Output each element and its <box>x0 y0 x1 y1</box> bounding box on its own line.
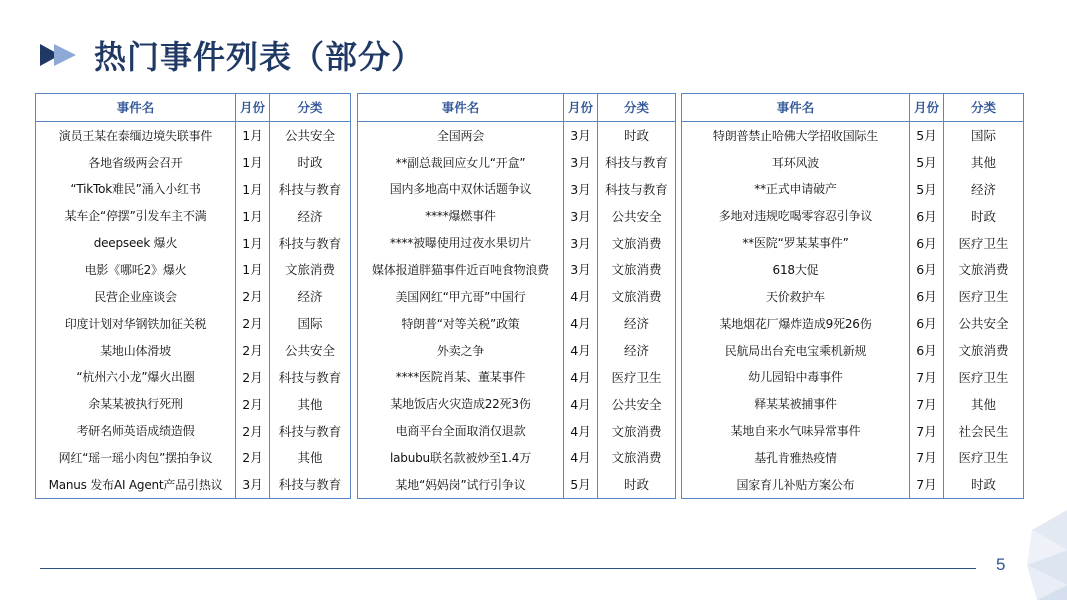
event-name-cell: 民营企业座谈会 <box>36 283 236 310</box>
table-row <box>36 471 351 498</box>
category-cell: 公共安全 <box>270 121 351 148</box>
table-row <box>36 390 351 417</box>
table-row <box>682 256 1024 283</box>
month-cell: 3月 <box>564 149 598 176</box>
event-name-cell: 各地省级两会召开 <box>36 149 236 176</box>
table-row <box>358 149 676 176</box>
table-row <box>36 256 351 283</box>
category-cell: 公共安全 <box>270 337 351 364</box>
column-header-category: 分类 <box>598 94 676 122</box>
triangle-pattern-icon <box>1007 510 1067 600</box>
event-name-cell: ****医院肖某、董某事件 <box>358 363 564 390</box>
month-cell: 6月 <box>910 283 944 310</box>
table-header-row <box>358 94 676 122</box>
category-cell: 医疗卫生 <box>944 363 1024 390</box>
table-row <box>36 176 351 203</box>
month-cell: 2月 <box>236 390 270 417</box>
category-cell: 其他 <box>270 390 351 417</box>
table-row <box>682 444 1024 471</box>
event-name-cell: 释某某被捕事件 <box>682 390 910 417</box>
month-cell: 3月 <box>564 176 598 203</box>
table-row <box>36 363 351 390</box>
event-name-cell: ****被曝使用过夜水果切片 <box>358 229 564 256</box>
event-name-cell: 全国两会 <box>358 121 564 148</box>
event-name-cell: 电商平台全面取消仅退款 <box>358 417 564 444</box>
table-row <box>36 202 351 229</box>
table-row <box>682 417 1024 444</box>
events-table-3 <box>681 93 1024 499</box>
column-header-category: 分类 <box>944 94 1024 122</box>
month-cell: 3月 <box>236 471 270 498</box>
event-name-cell: deepseek 爆火 <box>36 229 236 256</box>
event-name-cell: 网红“瑶一瑶小肉包”摆拍争议 <box>36 444 236 471</box>
month-cell: 2月 <box>236 337 270 364</box>
month-cell: 4月 <box>564 444 598 471</box>
month-cell: 3月 <box>564 256 598 283</box>
category-cell: 科技与教育 <box>270 229 351 256</box>
table-header-row <box>682 94 1024 122</box>
month-cell: 4月 <box>564 363 598 390</box>
month-cell: 3月 <box>564 202 598 229</box>
month-cell: 5月 <box>910 176 944 203</box>
event-name-cell: 基孔肯雅热疫情 <box>682 444 910 471</box>
table-row <box>358 202 676 229</box>
table-header-row <box>36 94 351 122</box>
category-cell: 公共安全 <box>598 202 676 229</box>
category-cell: 文旅消费 <box>944 337 1024 364</box>
table-row <box>358 390 676 417</box>
category-cell: 经济 <box>944 176 1024 203</box>
event-name-cell: 外卖之争 <box>358 337 564 364</box>
month-cell: 6月 <box>910 202 944 229</box>
event-name-cell: 考研名师英语成绩造假 <box>36 417 236 444</box>
month-cell: 6月 <box>910 310 944 337</box>
category-cell: 其他 <box>270 444 351 471</box>
month-cell: 7月 <box>910 417 944 444</box>
category-cell: 科技与教育 <box>598 149 676 176</box>
category-cell: 社会民生 <box>944 417 1024 444</box>
column-header-month: 月份 <box>564 94 598 122</box>
table-row <box>682 310 1024 337</box>
month-cell: 1月 <box>236 229 270 256</box>
category-cell: 公共安全 <box>598 390 676 417</box>
event-name-cell: 某地山体滑坡 <box>36 337 236 364</box>
table-row <box>36 149 351 176</box>
table-row <box>358 256 676 283</box>
event-name-cell: 某地饭店火灾造成22死3伤 <box>358 390 564 417</box>
category-cell: 文旅消费 <box>598 444 676 471</box>
month-cell: 2月 <box>236 310 270 337</box>
category-cell: 文旅消费 <box>598 256 676 283</box>
category-cell: 时政 <box>598 121 676 148</box>
month-cell: 3月 <box>564 121 598 148</box>
event-name-cell: 618大促 <box>682 256 910 283</box>
month-cell: 4月 <box>564 283 598 310</box>
event-name-cell: 印度计划对华钢铁加征关税 <box>36 310 236 337</box>
table-row <box>36 283 351 310</box>
category-cell: 国际 <box>270 310 351 337</box>
month-cell: 5月 <box>910 121 944 148</box>
event-name-cell: “杭州六小龙”爆火出圈 <box>36 363 236 390</box>
table-row <box>358 337 676 364</box>
month-cell: 6月 <box>910 337 944 364</box>
event-name-cell: **副总裁回应女儿“开盒” <box>358 149 564 176</box>
column-header-name: 事件名 <box>682 94 910 122</box>
category-cell: 科技与教育 <box>598 176 676 203</box>
table-row <box>36 337 351 364</box>
event-name-cell: Manus 发布AI Agent产品引热议 <box>36 471 236 498</box>
table-row <box>682 337 1024 364</box>
table-row <box>358 363 676 390</box>
events-table-2 <box>357 93 676 499</box>
event-name-cell: 电影《哪吒2》爆火 <box>36 256 236 283</box>
month-cell: 1月 <box>236 256 270 283</box>
month-cell: 1月 <box>236 121 270 148</box>
category-cell: 医疗卫生 <box>944 444 1024 471</box>
table-row <box>358 121 676 148</box>
column-header-name: 事件名 <box>36 94 236 122</box>
event-name-cell: 某地烟花厂爆炸造成9死26伤 <box>682 310 910 337</box>
table-row <box>682 471 1024 498</box>
category-cell: 文旅消费 <box>270 256 351 283</box>
month-cell: 6月 <box>910 256 944 283</box>
category-cell: 科技与教育 <box>270 471 351 498</box>
page-title: 热门事件列表（部分） <box>94 38 425 76</box>
category-cell: 文旅消费 <box>598 417 676 444</box>
column-header-month: 月份 <box>236 94 270 122</box>
category-cell: 医疗卫生 <box>598 363 676 390</box>
category-cell: 科技与教育 <box>270 417 351 444</box>
month-cell: 4月 <box>564 337 598 364</box>
table-row <box>682 176 1024 203</box>
category-cell: 其他 <box>944 149 1024 176</box>
event-name-cell: 某车企“停摆”引发车主不满 <box>36 202 236 229</box>
category-cell: 国际 <box>944 121 1024 148</box>
double-triangle-arrow-icon <box>40 42 80 68</box>
event-name-cell: 某地“妈妈岗”试行引争议 <box>358 471 564 498</box>
table-row <box>682 390 1024 417</box>
month-cell: 6月 <box>910 229 944 256</box>
category-cell: 经济 <box>598 337 676 364</box>
event-name-cell: 美国网红“甲亢哥”中国行 <box>358 283 564 310</box>
event-name-cell: **医院“罗某某事件” <box>682 229 910 256</box>
event-name-cell: 民航局出台充电宝乘机新规 <box>682 337 910 364</box>
month-cell: 2月 <box>236 283 270 310</box>
month-cell: 2月 <box>236 444 270 471</box>
table-row <box>358 417 676 444</box>
table-row <box>682 149 1024 176</box>
event-name-cell: 国家育儿补贴方案公布 <box>682 471 910 498</box>
footer-divider <box>40 568 976 569</box>
event-name-cell: 国内多地高中双休话题争议 <box>358 176 564 203</box>
table-row <box>36 229 351 256</box>
event-name-cell: labubu联名款被炒至1.4万 <box>358 444 564 471</box>
category-cell: 文旅消费 <box>598 229 676 256</box>
events-table-1 <box>35 93 351 499</box>
month-cell: 7月 <box>910 390 944 417</box>
event-name-cell: ****爆燃事件 <box>358 202 564 229</box>
category-cell: 时政 <box>270 149 351 176</box>
month-cell: 7月 <box>910 444 944 471</box>
table-row <box>358 229 676 256</box>
category-cell: 医疗卫生 <box>944 283 1024 310</box>
month-cell: 3月 <box>564 229 598 256</box>
table-row <box>358 471 676 498</box>
category-cell: 文旅消费 <box>598 283 676 310</box>
event-name-cell: 多地对违规吃喝零容忍引争议 <box>682 202 910 229</box>
category-cell: 科技与教育 <box>270 176 351 203</box>
table-row <box>682 283 1024 310</box>
table-row <box>36 310 351 337</box>
table-row <box>358 310 676 337</box>
category-cell: 其他 <box>944 390 1024 417</box>
column-header-category: 分类 <box>270 94 351 122</box>
page-number: 5 <box>996 555 1006 574</box>
category-cell: 经济 <box>598 310 676 337</box>
month-cell: 5月 <box>910 149 944 176</box>
category-cell: 时政 <box>598 471 676 498</box>
month-cell: 2月 <box>236 363 270 390</box>
month-cell: 4月 <box>564 417 598 444</box>
event-name-cell: 天价救护车 <box>682 283 910 310</box>
table-row <box>358 176 676 203</box>
category-cell: 经济 <box>270 283 351 310</box>
category-cell: 医疗卫生 <box>944 229 1024 256</box>
column-header-month: 月份 <box>910 94 944 122</box>
month-cell: 1月 <box>236 202 270 229</box>
month-cell: 4月 <box>564 390 598 417</box>
event-name-cell: 余某某被执行死刑 <box>36 390 236 417</box>
table-row <box>682 121 1024 148</box>
table-row <box>36 444 351 471</box>
month-cell: 1月 <box>236 149 270 176</box>
table-row <box>682 363 1024 390</box>
table-row <box>36 417 351 444</box>
event-name-cell: 幼儿园铅中毒事件 <box>682 363 910 390</box>
event-name-cell: **正式申请破产 <box>682 176 910 203</box>
event-name-cell: 特朗普禁止哈佛大学招收国际生 <box>682 121 910 148</box>
event-name-cell: 某地自来水气味异常事件 <box>682 417 910 444</box>
event-name-cell: 耳环风波 <box>682 149 910 176</box>
month-cell: 5月 <box>564 471 598 498</box>
category-cell: 科技与教育 <box>270 363 351 390</box>
category-cell: 时政 <box>944 471 1024 498</box>
event-name-cell: 媒体报道胖猫事件近百吨食物浪费 <box>358 256 564 283</box>
event-name-cell: 特朗普“对等关税”政策 <box>358 310 564 337</box>
title-area <box>40 30 424 80</box>
category-cell: 公共安全 <box>944 310 1024 337</box>
table-row <box>358 444 676 471</box>
month-cell: 7月 <box>910 471 944 498</box>
category-cell: 文旅消费 <box>944 256 1024 283</box>
table-row <box>358 283 676 310</box>
month-cell: 7月 <box>910 363 944 390</box>
month-cell: 4月 <box>564 310 598 337</box>
table-row <box>36 121 351 148</box>
month-cell: 2月 <box>236 417 270 444</box>
table-row <box>682 229 1024 256</box>
column-header-name: 事件名 <box>358 94 564 122</box>
month-cell: 1月 <box>236 176 270 203</box>
category-cell: 时政 <box>944 202 1024 229</box>
event-name-cell: “TikTok难民”涌入小红书 <box>36 176 236 203</box>
event-name-cell: 演员王某在泰缅边境失联事件 <box>36 121 236 148</box>
category-cell: 经济 <box>270 202 351 229</box>
table-row <box>682 202 1024 229</box>
